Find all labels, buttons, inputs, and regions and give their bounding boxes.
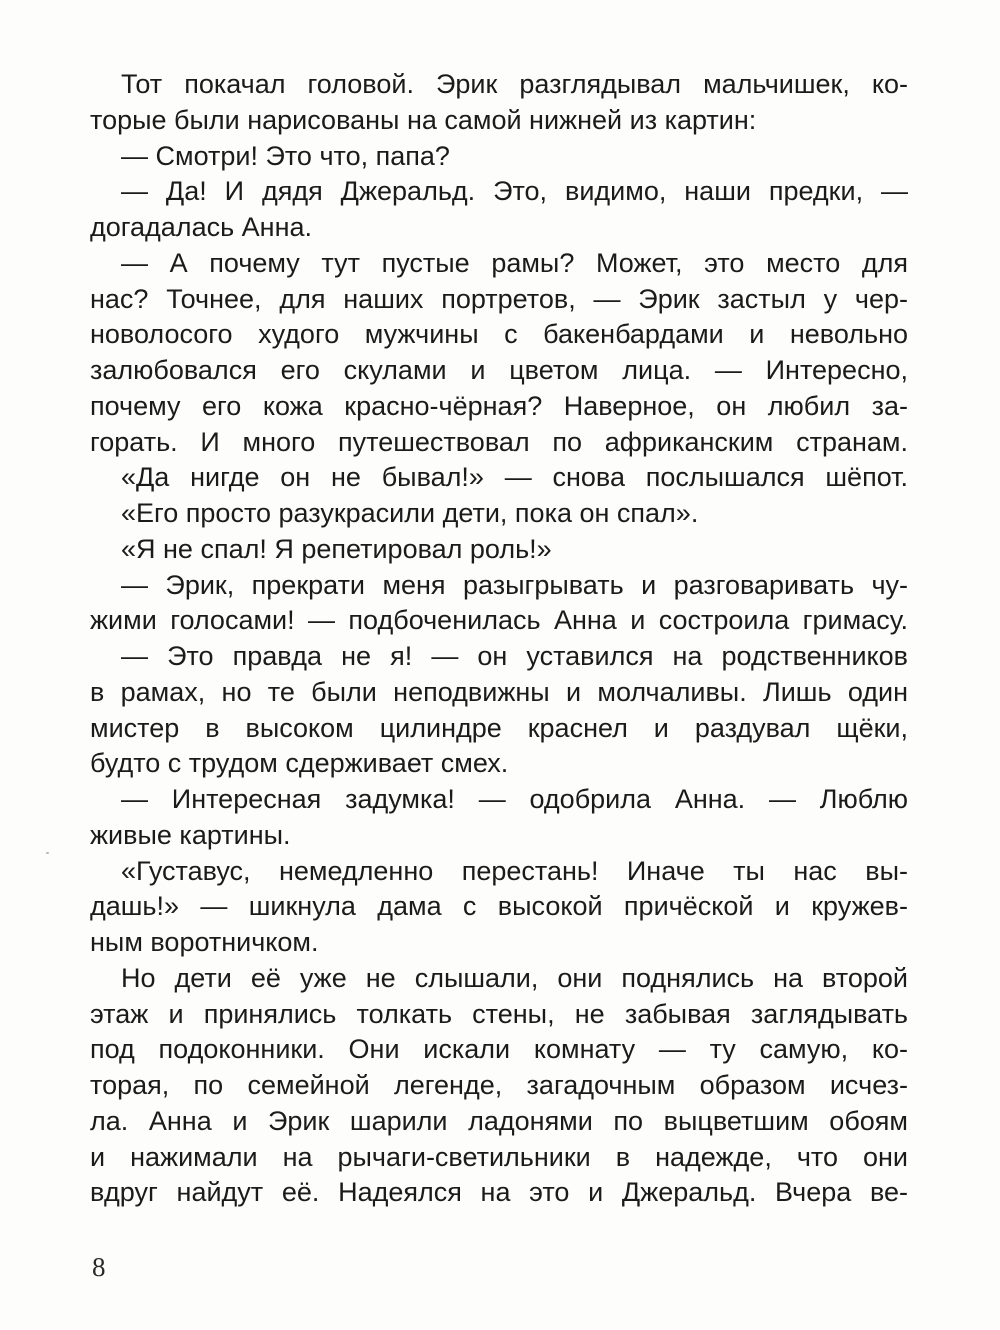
paragraph xyxy=(90,460,908,496)
text-line: нас? Точнее, для наших портретов, — Эрик застыл у чер- xyxy=(90,283,908,314)
paragraph xyxy=(90,532,908,568)
paragraph xyxy=(90,568,908,640)
text-line: — Эрик, прекрати меня разыгрывать и разговаривать чу- xyxy=(121,569,908,600)
paragraph xyxy=(90,639,908,782)
text-line: будто с трудом сдерживает смех. xyxy=(90,748,509,779)
paragraph xyxy=(90,854,908,961)
paragraph xyxy=(90,496,908,532)
text-line: этаж и принялись толкать стены, не забывая заглядывать xyxy=(90,998,908,1029)
text-line: Тот покачал головой. Эрик разглядывал мальчишек, ко- xyxy=(121,69,908,99)
paragraph xyxy=(90,961,908,1211)
text-line: «Да нигде он не бывал!» — снова послышался шёпот. xyxy=(121,462,908,493)
text-line: дашь!» — шикнула дама с высокой причёской и кружев- xyxy=(90,891,908,922)
text-line: «Густавус, немедленно перестань! Иначе ты нас вы- xyxy=(121,855,908,886)
text-line: живые картины. xyxy=(90,819,291,850)
text-line: горать. И много путешествовал по африканским странам. xyxy=(90,426,908,457)
text-line: торые были нарисованы на самой нижней из картин: xyxy=(90,104,757,135)
text-line: под подоконники. Они искали комнату — ту самую, ко- xyxy=(90,1034,908,1065)
scan-speck xyxy=(46,852,49,854)
text-line: — Интересная задумка! — одобрила Анна. — Люблю xyxy=(121,784,908,814)
paragraph xyxy=(90,782,908,854)
text-line: — Это правда не я! — он уставился на родственников xyxy=(121,641,908,671)
body-text xyxy=(90,67,908,1211)
paragraph xyxy=(90,174,908,246)
text-line: жими голосами! — подбоченилась Анна и состроила гримасу. xyxy=(90,605,908,636)
text-line: в рамах, но те были неподвижны и молчаливы. Лишь один xyxy=(90,676,908,707)
text-line: вдруг найдут её. Надеялся на это и Джеральд. Вчера ве- xyxy=(90,1177,908,1208)
text-line: залюбовался его скулами и цветом лица. — Интересно, xyxy=(90,355,908,385)
page-number: 8 xyxy=(92,1252,106,1282)
text-line: «Его просто разукрасили дети, пока он спал». xyxy=(121,498,699,528)
text-line: — А почему тут пустые рамы? Может, это место для xyxy=(121,247,908,278)
text-line: ла. Анна и Эрик шарили ладонями по выцветшим обоям xyxy=(90,1105,908,1136)
text-line: новолосого худого мужчины с бакенбардами и невольно xyxy=(90,319,908,350)
paragraph xyxy=(90,246,908,461)
text-line: — Да! И дядя Джеральд. Это, видимо, наши предки, — xyxy=(121,176,908,207)
text-line: «Я не спал! Я репетировал роль!» xyxy=(121,533,552,564)
text-line: ным воротничком. xyxy=(90,927,319,957)
text-line: почему его кожа красно-чёрная? Наверное, он любил за- xyxy=(90,390,908,421)
text-line: и нажимали на рычаги-светильники в надежде, что они xyxy=(90,1141,908,1172)
text-line: мистер в высоком цилиндре краснел и раздувал щёки, xyxy=(90,712,908,743)
text-line: — Смотри! Это что, папа? xyxy=(121,140,450,171)
text-line: Но дети её уже не слышали, они поднялись на второй xyxy=(121,962,908,993)
text-line: догадалась Анна. xyxy=(90,212,312,242)
paragraph xyxy=(90,67,908,139)
paragraph xyxy=(90,139,908,175)
text-line: торая, по семейной легенде, загадочным образом исчез- xyxy=(90,1070,908,1100)
